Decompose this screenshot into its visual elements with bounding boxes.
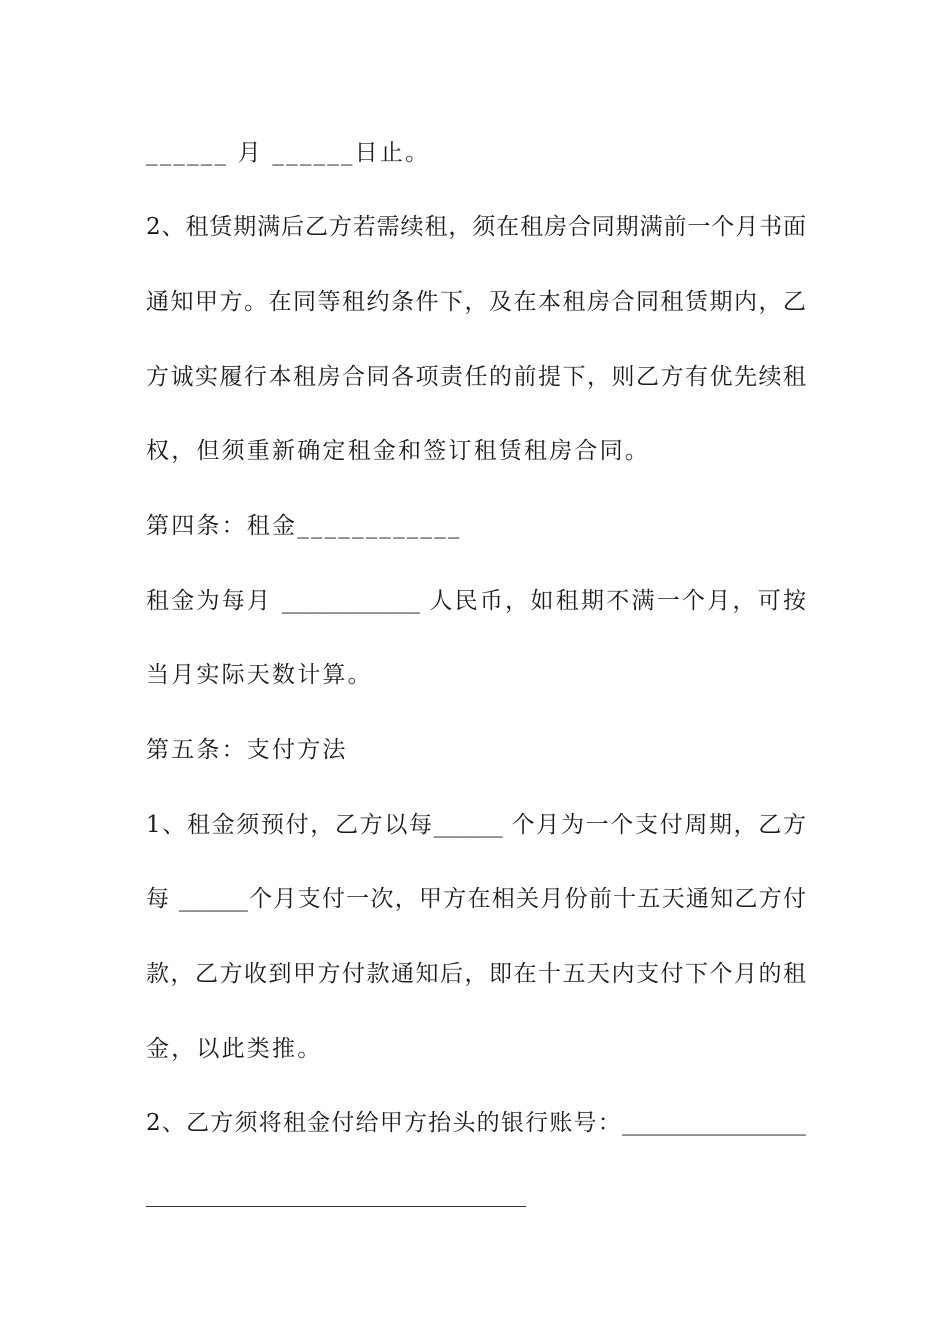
- bank-account-line: 2、乙方须将租金付给甲方抬头的银行账号：________________: [146, 1110, 806, 1136]
- renewal-clause-line-1: 2、租赁期满后乙方若需续租，须在租房合同期满前一个月书面: [146, 214, 806, 240]
- payment-clause-line-2: 每 ______个月支付一次，甲方在相关月份前十五天通知乙方付: [146, 886, 806, 912]
- article-5-heading: 第五条：支付方法: [146, 737, 348, 763]
- payment-clause-line-4: 金，以此类推。: [146, 1036, 323, 1062]
- bank-account-blank-rule: [146, 1206, 526, 1207]
- rent-amount-line-2: 当月实际天数计算。: [146, 662, 373, 688]
- renewal-clause-line-4: 权，但须重新确定租金和签订租赁租房合同。: [146, 438, 650, 464]
- renewal-clause-line-3: 方诚实履行本租房合同各项责任的前提下，则乙方有优先续租: [146, 364, 806, 390]
- payment-clause-line-3: 款，乙方收到甲方付款通知后，即在十五天内支付下个月的租: [146, 961, 806, 987]
- clause-end-date-line: ______ 月 ______日止。: [146, 140, 431, 166]
- rent-amount-line-1: 租金为每月 ____________ 人民币，如租期不满一个月，可按: [146, 588, 806, 614]
- article-4-heading: 第四条：租金____________: [146, 513, 462, 539]
- renewal-clause-line-2: 通知甲方。在同等租约条件下，及在本租房合同租赁期内，乙: [146, 289, 806, 315]
- payment-clause-line-1: 1、租金须预付，乙方以每______ 个月为一个支付周期，乙方: [146, 812, 806, 838]
